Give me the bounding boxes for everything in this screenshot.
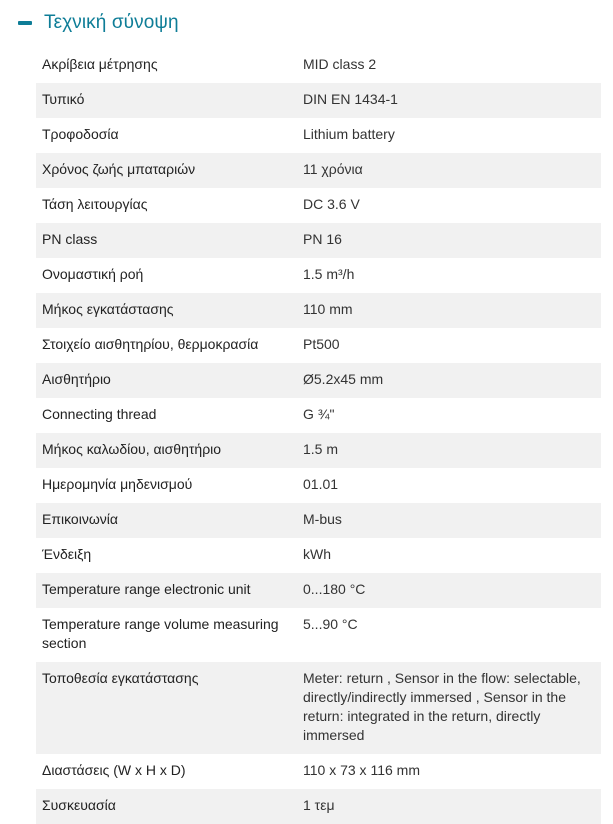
spec-row [36,188,601,223]
spec-value: 11 χρόνια [303,161,363,177]
spec-row [36,468,601,503]
spec-label: Ονομαστική ροή [42,266,144,282]
spec-value: kWh [303,546,331,562]
spec-value: 110 mm [303,301,353,317]
spec-row [36,573,601,608]
spec-row [36,433,601,468]
spec-value: 01.01 [303,476,339,492]
spec-row [36,293,601,328]
spec-row [36,153,601,188]
spec-row [36,754,601,789]
spec-label: Μήκος καλωδίου, αισθητήριο [42,441,222,457]
spec-value: Lithium battery [303,126,395,142]
spec-label: Αισθητήριο [42,371,111,387]
spec-row [36,328,601,363]
spec-label: Χρόνος ζωής μπαταριών [42,161,196,177]
spec-value: 1 τεμ [303,797,335,813]
spec-value: DC 3.6 V [303,196,360,212]
spec-value: 5...90 °C [303,616,358,632]
spec-row [36,662,601,754]
spec-value: DIN EN 1434-1 [303,91,398,107]
spec-row [36,538,601,573]
spec-table [36,48,601,824]
spec-label: Τάση λειτουργίας [42,196,148,212]
spec-label: PN class [42,231,98,247]
spec-label: Στοιχείο αισθητηρίου, θερμοκρασία [42,336,259,352]
spec-row [36,223,601,258]
spec-label: Τυπικό [42,91,85,107]
spec-label: Ένδειξη [42,546,92,562]
spec-value: MID class 2 [303,56,377,72]
spec-label: Επικοινωνία [42,511,118,527]
spec-row [36,258,601,293]
spec-label: Ημερομηνία μηδενισμού [42,476,193,492]
spec-value: PN 16 [303,231,342,247]
spec-value: 110 x 73 x 116 mm [303,762,420,778]
spec-label: Temperature range electronic unit [42,581,251,597]
section-header-technical-overview[interactable] [18,10,179,36]
spec-row [36,398,601,433]
spec-row [36,48,601,83]
spec-row [36,503,601,538]
spec-value: Ø5.2x45 mm [303,371,384,387]
spec-label: Τροφοδοσία [42,126,119,142]
spec-value: Meter: return , Sensor in the flow: selectable, directly/indirectly immersed , Sensor in the return: integrated in the return, directly immersed [303,670,581,743]
spec-label: Connecting thread [42,406,157,422]
spec-label: Ακρίβεια μέτρησης [42,56,158,72]
spec-value: G ¾" [303,406,335,422]
spec-row [36,83,601,118]
spec-value: 1.5 m [303,441,339,457]
spec-row [36,608,601,662]
spec-label: Μήκος εγκατάστασης [42,301,174,317]
spec-label: Temperature range volume measuring section [42,616,279,651]
spec-row [36,118,601,153]
spec-value: Pt500 [303,336,340,352]
spec-value: 0...180 °C [303,581,366,597]
spec-label: Διαστάσεις (W x H x D) [42,762,186,778]
spec-label: Τοποθεσία εγκατάστασης [42,670,199,686]
minus-icon[interactable] [18,21,32,25]
spec-value: 1.5 m³/h [303,266,355,282]
spec-label: Συσκευασία [42,797,116,813]
spec-value: M-bus [303,511,342,527]
spec-row [36,363,601,398]
spec-row [36,789,601,824]
section-title: Τεχνική σύνοψη [44,12,179,33]
